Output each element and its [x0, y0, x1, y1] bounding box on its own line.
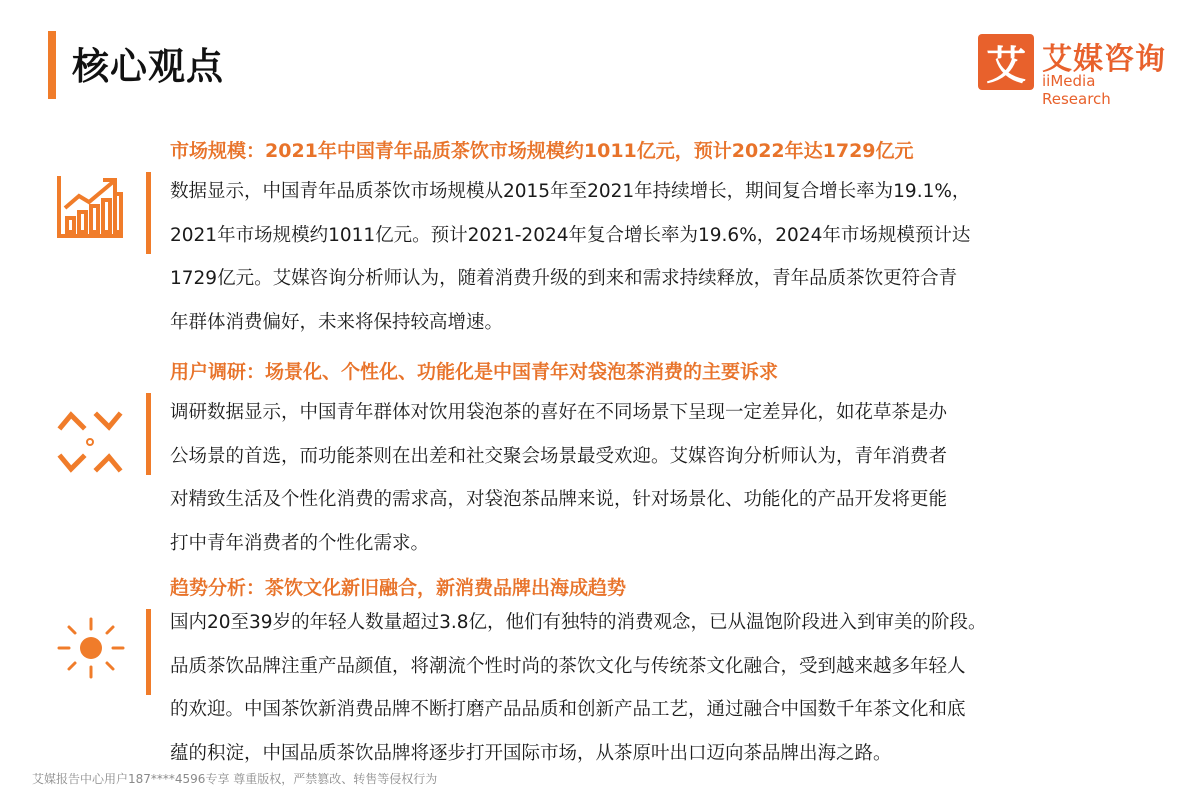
section-heading: 市场规模：2021年中国青年品质茶饮市场规模约1011亿元，预计2022年达1729亿元: [170, 140, 914, 162]
section-body: [170, 601, 1160, 775]
logo: [978, 34, 1168, 108]
body-line: 打中青年消费者的个性化需求。: [170, 532, 430, 554]
sun-icon: [55, 615, 127, 685]
body-line: 的欢迎。中国茶饮新消费品牌不断打磨产品品质和创新产品工艺，通过融合中国数千年茶文化和底: [170, 699, 966, 720]
body-line: 公场景的首选，而功能茶则在出差和社交聚会场景最受欢迎。艾媒咨询分析师认为，青年消费者: [170, 445, 948, 467]
title-accent-bar: [48, 31, 56, 99]
body-line: 2021年市场规模约1011亿元。预计2021-2024年复合增长率为19.6%，2024年市场规模预计达: [170, 224, 971, 246]
body-line: 年群体消费偏好，未来将保持较高增速。: [170, 311, 504, 333]
body-line: 调研数据显示，中国青年群体对饮用袋泡茶的喜好在不同场景下呈现一定差异化，如花草茶是办: [170, 402, 948, 423]
logo-text-cn: 艾媒咨询: [1042, 42, 1166, 77]
section-accent-bar: [146, 609, 151, 695]
body-line: 品质茶饮品牌注重产品颜值，将潮流个性时尚的茶饮文化与传统茶文化融合，受到越来越多年轻人: [170, 655, 966, 677]
logo-mark: 艾: [978, 34, 1034, 90]
body-line: 蕴的积淀，中国品质茶饮品牌将逐步打开国际市场，从茶原叶出口迈向茶品牌出海之路。: [170, 742, 892, 764]
section-heading: 趋势分析：茶饮文化新旧融合，新消费品牌出海成趋势: [170, 577, 627, 599]
body-line: 数据显示，中国青年品质茶饮市场规模从2015年至2021年持续增长，期间复合增长率为19.1%，: [170, 181, 971, 202]
logo-text-en: iiMedia Research: [1042, 72, 1111, 108]
body-line: 1729亿元。艾媒咨询分析师认为，随着消费升级的到来和需求持续释放，青年品质茶饮更符合青: [170, 268, 958, 289]
growth-chart-icon: [55, 174, 125, 244]
copyright-footer: 艾媒报告中心用户187****4596专享 尊重版权，严禁篡改、转售等侵权行为: [32, 772, 438, 786]
section-heading: 用户调研：场景化、个性化、功能化是中国青年对袋泡茶消费的主要诉求: [170, 361, 779, 383]
section-accent-bar: [146, 393, 151, 475]
section-accent-bar: [146, 172, 151, 254]
section-body: [170, 170, 1160, 344]
focus-arrows-icon: [55, 409, 125, 479]
body-line: 国内20至39岁的年轻人数量超过3.8亿，他们有独特的消费观念，已从温饱阶段进入到审美的阶段。: [170, 612, 987, 633]
section-body: [170, 391, 1160, 565]
body-line: 对精致生活及个性化消费的需求高，对袋泡茶品牌来说，针对场景化、功能化的产品开发将更能: [170, 489, 948, 510]
page-title: 核心观点: [72, 45, 224, 88]
